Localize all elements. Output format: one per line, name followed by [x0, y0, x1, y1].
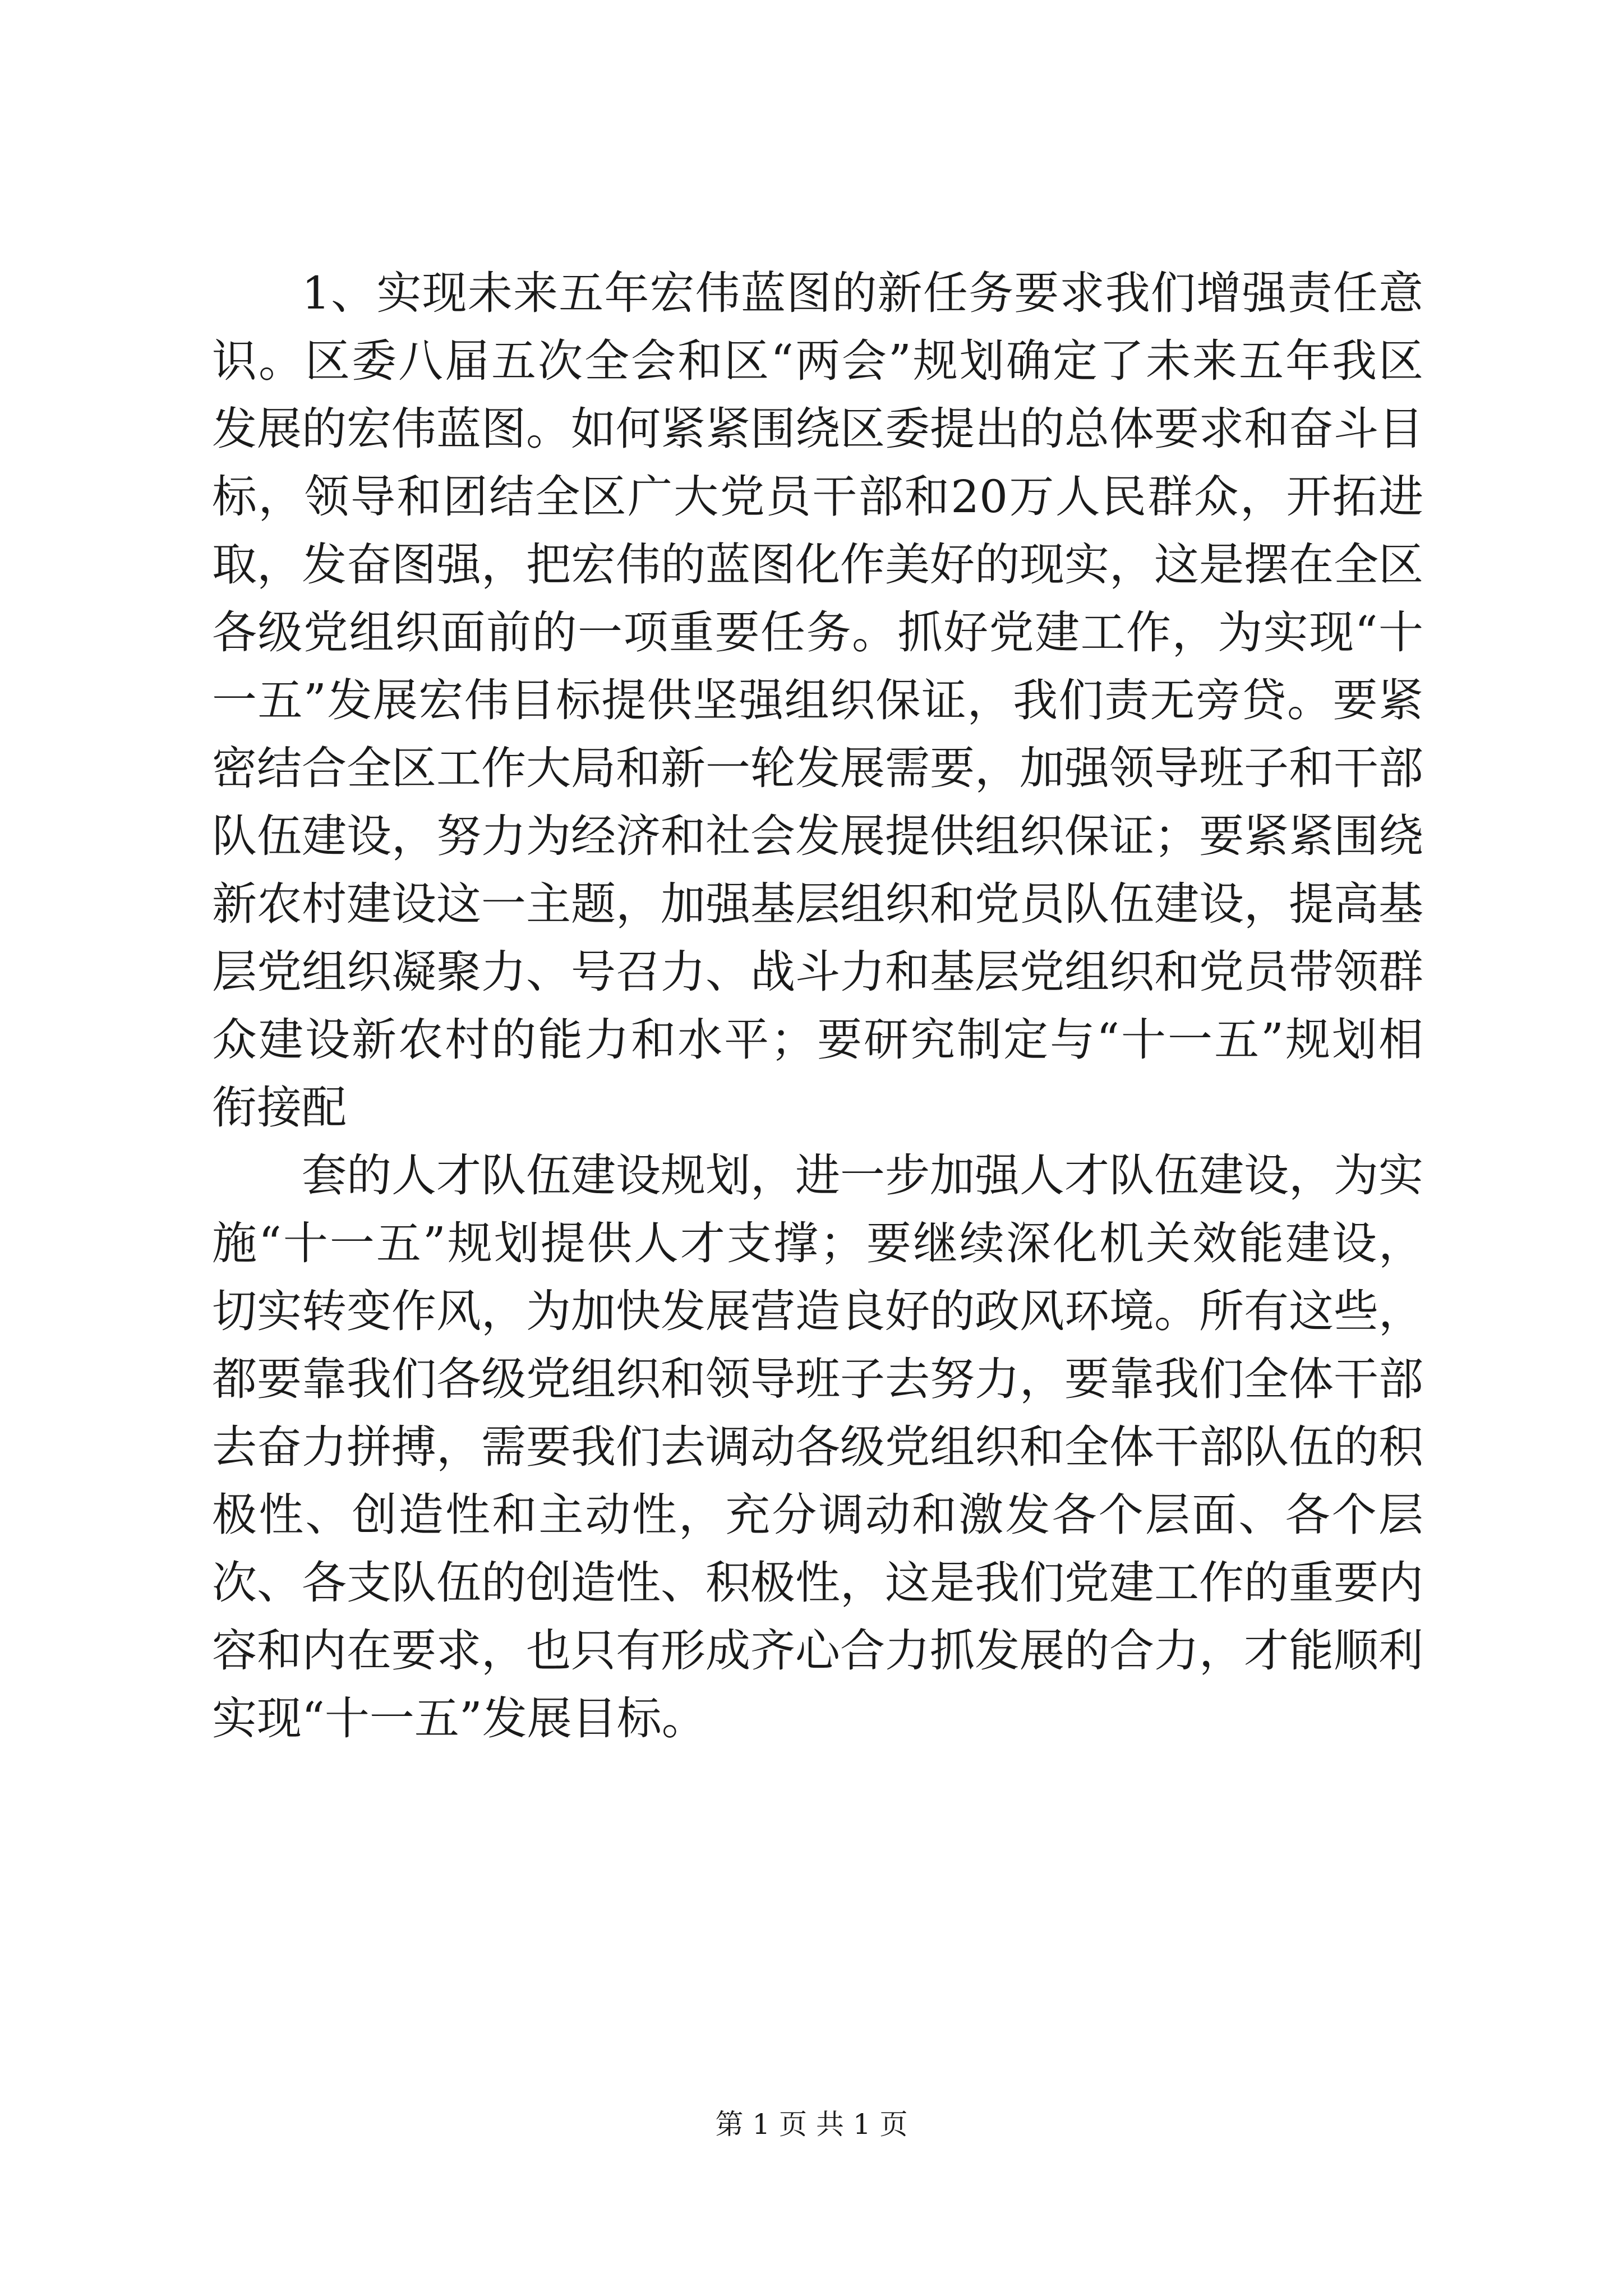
document-body	[212, 259, 1423, 1752]
page-footer: 第 1 页 共 1 页	[715, 2108, 908, 2141]
paragraph-2: 套的人才队伍建设规划，进一步加强人才队伍建设，为实施“十一五”规划提供人才支撑；要继续深化机关效能建设，切实转变作风，为加快发展营造良好的政风环境。所有这些，都要靠我们各级党组织和领导班子去努力，要靠我们全体干部去奋力拼搏，需要我们去调动各级党组织和全体干部队伍的积极性、创造性和主动性，充分调动和激发各个层面、各个层次、各支队伍的创造性、积极性，这是我们党建工作的重要内容和内在要求，也只有形成齐心合力抓发展的合力，才能顺利实现“十一五”发展目标。	[212, 1149, 1423, 1745]
paragraph-1: 1、实现未来五年宏伟蓝图的新任务要求我们增强责任意识。区委八届五次全会和区“两会”规划确定了未来五年我区发展的宏伟蓝图。如何紧紧围绕区委提出的总体要求和奋斗目标，领导和团结全区广大党员干部和20万人民群众，开拓进取，发奋图强，把宏伟的蓝图化作美好的现实，这是摆在全区各级党组织面前的一项重要任务。抓好党建工作，为实现“十一五”发展宏伟目标提供坚强组织保证，我们责无旁贷。要紧密结合全区工作大局和新一轮发展需要，加强领导班子和干部队伍建设，努力为经济和社会发展提供组织保证；要紧紧围绕新农村建设这一主题，加强基层组织和党员队伍建设，提高基层党组织凝聚力、号召力、战斗力和基层党组织和党员带领群众建设新农村的能力和水平；要研究制定与“十一五”规划相衔接配	[212, 267, 1423, 1134]
